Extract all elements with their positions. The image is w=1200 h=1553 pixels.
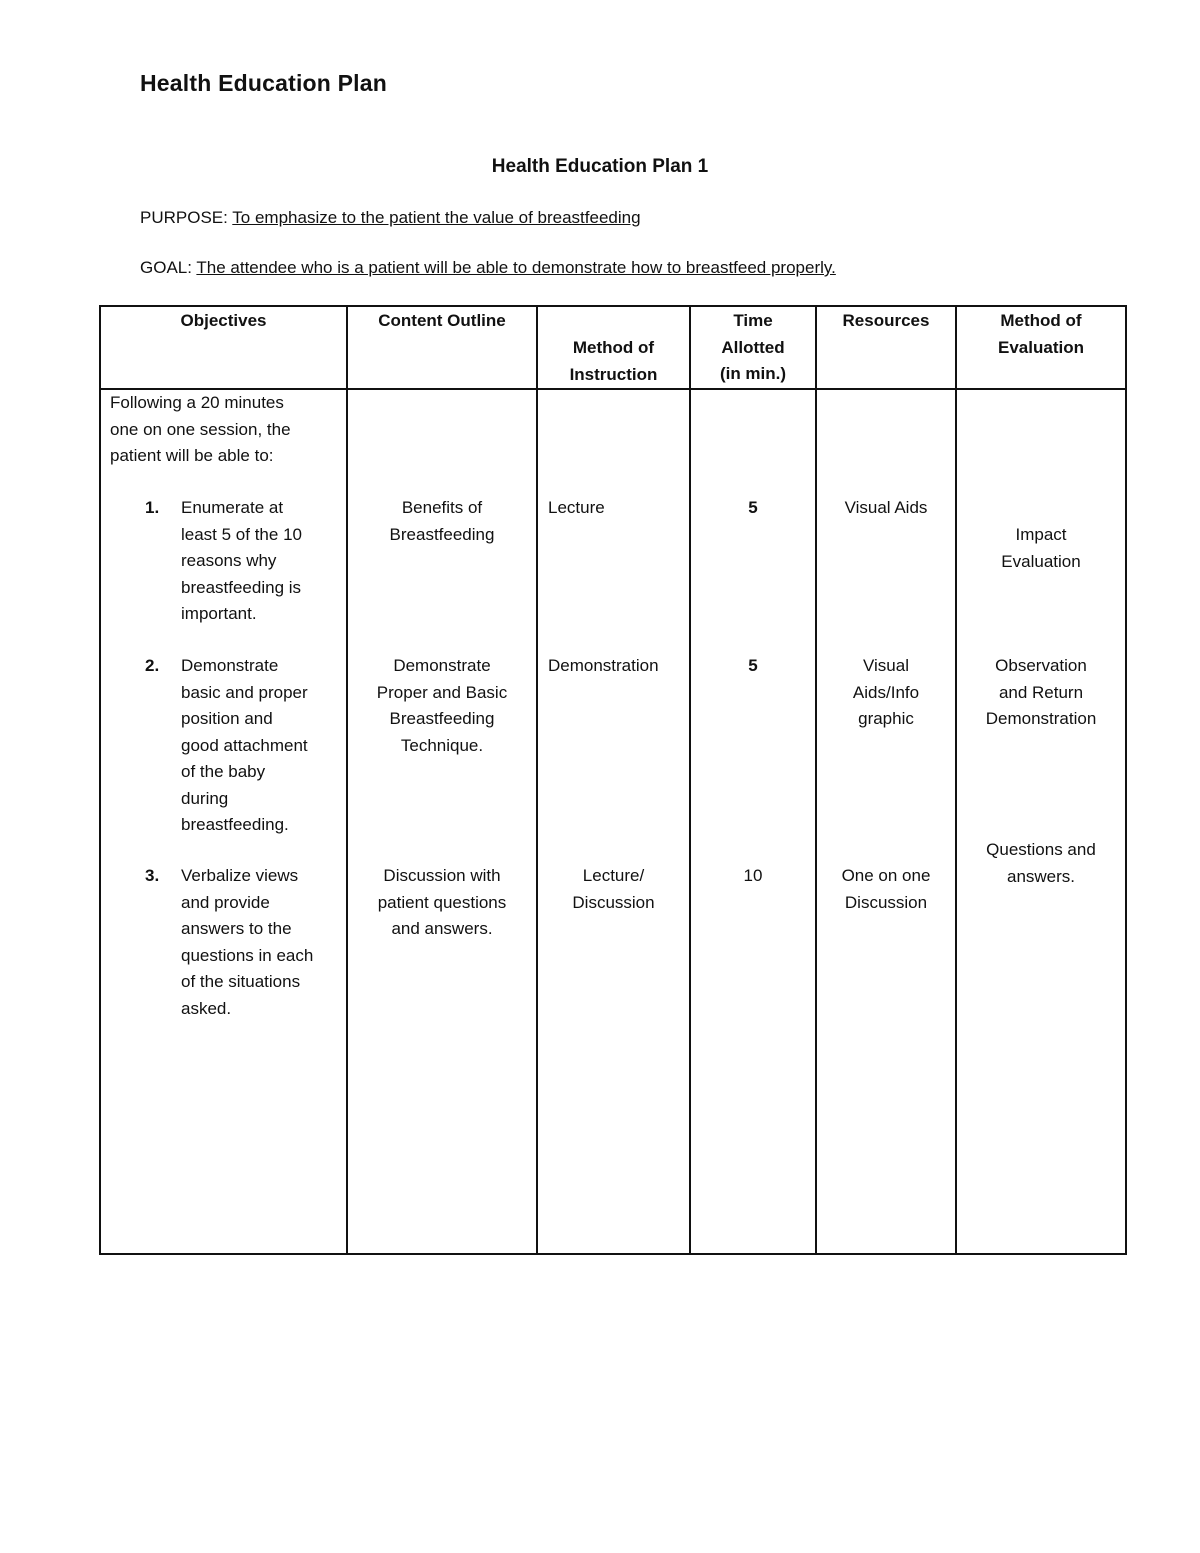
objective-number: 3. [145, 866, 160, 885]
objective-number: 2. [145, 656, 160, 675]
purpose-line [140, 208, 641, 228]
method-item-1: Lecture [548, 498, 605, 517]
resources-cell [816, 389, 956, 1254]
page-heading: Health Education Plan [140, 70, 388, 96]
health-education-plan-table [99, 305, 1127, 1255]
purpose-text: To emphasize to the patient the value of breastfeeding [232, 208, 641, 227]
method-of-instruction-cell [537, 389, 690, 1254]
header-objectives: Objectives [100, 306, 347, 389]
method-item-3: Lecture/ Discussion [572, 866, 655, 912]
evaluation-item-2: Observation and Return Demonstration [985, 656, 1097, 728]
table-header-row [100, 306, 1126, 389]
goal-line [140, 258, 836, 278]
evaluation-item-3: Questions and answers. [986, 840, 1096, 886]
objective-number: 1. [145, 498, 160, 517]
content-item-3: Discussion with patient questions and answers. [377, 866, 507, 938]
content-item-1: Benefits of Breastfeeding [389, 498, 495, 544]
objectives-intro: Following a 20 minutes one on one session, the patient will be able to: [110, 393, 291, 465]
plan-title: Health Education Plan 1 [491, 156, 709, 177]
content-outline-cell [347, 389, 537, 1254]
table-row [100, 389, 1126, 1254]
method-item-2: Demonstration [548, 656, 659, 675]
time-allotted-cell [690, 389, 816, 1254]
time-item-2: 5 [748, 656, 758, 675]
time-item-1: 5 [748, 498, 758, 517]
resource-item-1: Visual Aids [844, 498, 928, 517]
evaluation-item-1: Impact Evaluation [1001, 525, 1081, 571]
time-item-3: 10 [743, 866, 763, 885]
goal-text: The attendee who is a patient will be able to demonstrate how to breastfeed properly. [196, 258, 836, 277]
resource-item-3: One on one Discussion [841, 866, 931, 912]
method-of-evaluation-cell [956, 389, 1126, 1254]
header-content-outline: Content Outline [347, 306, 537, 389]
header-method-of-evaluation: Method of Evaluation [956, 306, 1126, 389]
header-method-of-instruction: Method of Instruction [537, 306, 690, 389]
goal-label: GOAL: [140, 258, 192, 277]
content-item-2: Demonstrate Proper and Basic Breastfeeding Technique. [376, 656, 508, 755]
header-resources: Resources [816, 306, 956, 389]
resource-item-2: Visual Aids/Info graphic [852, 656, 920, 728]
objectives-cell: Following a 20 minutes one on one session, the patient will be able to: 1. Enumerate at least 5 of the 10 reasons why breastfeeding is important. 2. Demonstrate basic and proper position and good attachment of the baby during breastfeeding. 3. Verbalize views and provide answers to the questions in each of the situations asked. [100, 389, 347, 1254]
header-time-allotted: Time Allotted (in min.) [690, 306, 816, 389]
purpose-label: PURPOSE: [140, 208, 228, 227]
